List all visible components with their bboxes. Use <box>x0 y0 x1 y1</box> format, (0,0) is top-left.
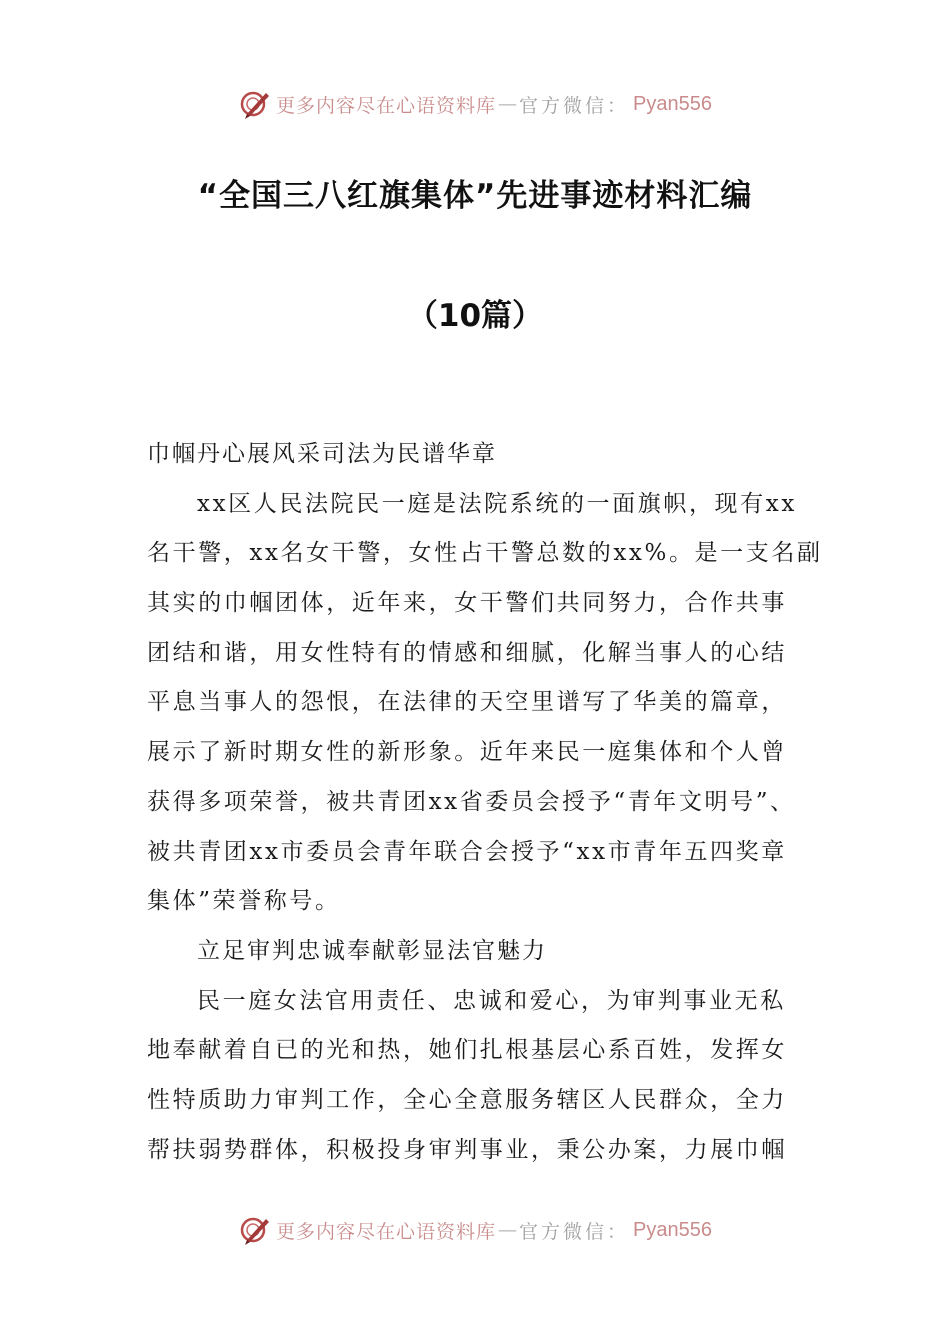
watermark-separator: — <box>498 93 518 115</box>
paragraph-line: 团结和谐，用女性特有的情感和细腻，化解当事人的心结 <box>147 639 787 666</box>
section-heading: 立足审判忠诚奉献彰显法官魅力 <box>197 937 547 964</box>
section-heading: 巾帼丹心展风采司法为民谱华章 <box>147 441 497 467</box>
paragraph-line: 平息当事人的怨恨，在法律的天空里谱写了华美的篇章， <box>147 689 787 716</box>
paragraph-line: 名干警，xx名女干警，女性占干警总数的xx%。是一支名副 <box>147 540 823 567</box>
paragraph-line: xx区人民法院民一庭是法院系统的一面旗帜，现有xx <box>197 490 797 517</box>
paragraph-line: 集体”荣誉称号。 <box>147 888 341 915</box>
document-body <box>147 430 823 1175</box>
watermark-official-text: 官方微信： <box>519 1220 630 1243</box>
watermark-main-text: 更多内容尽在心语资料库 <box>276 1220 497 1243</box>
paragraph-line: 展示了新时期女性的新形象。近年来民一庭集体和个人曾 <box>147 739 787 766</box>
paragraph-line: 地奉献着自已的光和热，她们扎根基层心系百姓，发挥女 <box>147 1037 787 1064</box>
paragraph-line: 民一庭女法官用责任、忠诚和爱心，为审判事业无私 <box>197 987 786 1014</box>
paragraph-line: 获得多项荣誉，被共青团xx省委员会授予“青年文明号”、 <box>147 788 796 815</box>
paragraph-line: 被共青团xx市委员会青年联合会授予“xx市青年五四奖章 <box>147 838 787 865</box>
watermark-official-text: 官方微信： <box>519 94 630 117</box>
watermark-separator: — <box>498 1219 518 1241</box>
watermark-wechat-id: Pyan556 <box>633 1218 712 1241</box>
watermark-main-text: 更多内容尽在心语资料库 <box>276 94 497 117</box>
pen-logo-icon <box>238 1213 272 1247</box>
header-watermark <box>0 84 950 124</box>
footer-watermark <box>0 1210 950 1250</box>
paragraph-line: 帮扶弱势群体，积极投身审判事业，秉公办案，力展巾帼 <box>147 1136 787 1163</box>
watermark-wechat-id: Pyan556 <box>633 92 712 115</box>
document-subtitle: （10篇） <box>406 298 544 334</box>
pen-logo-icon <box>238 87 272 121</box>
document-title: “全国三八红旗集体”先进事迹材料汇编 <box>197 178 753 214</box>
paragraph-line: 其实的巾帼团体，近年来，女干警们共同努力，合作共事 <box>147 590 787 617</box>
paragraph-line: 性特质助力审判工作，全心全意服务辖区人民群众，全力 <box>147 1086 787 1113</box>
